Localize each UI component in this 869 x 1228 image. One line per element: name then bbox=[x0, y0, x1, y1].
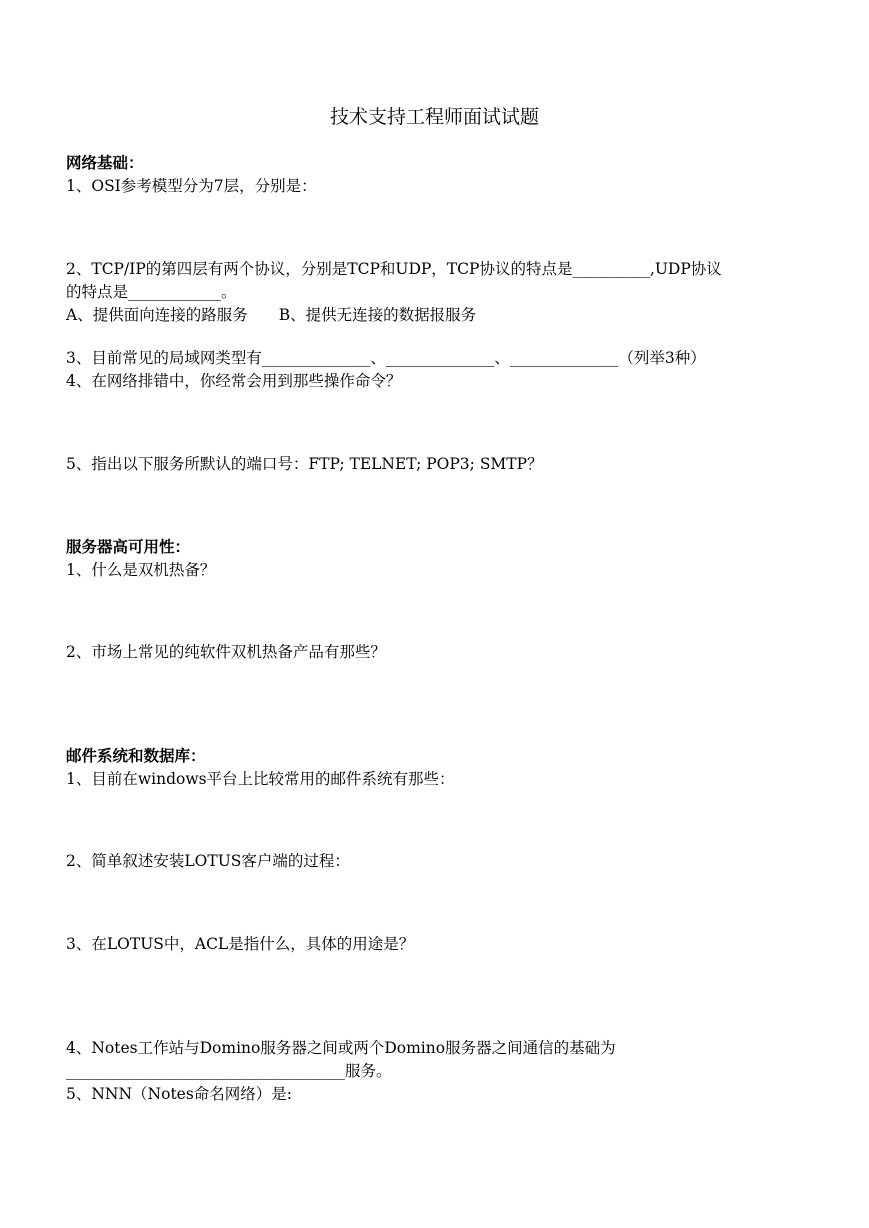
section-heading-mail: 邮件系统和数据库： bbox=[66, 746, 206, 765]
mail-question-3: 3、在LOTUS中，ACL是指什么，具体的用途是？ bbox=[66, 935, 415, 953]
network-question-4: 4、在网络排错中，你经常会用到那些操作命令？ bbox=[66, 372, 402, 390]
mail-question-4-line-2: ____________________________________服务。 bbox=[66, 1062, 392, 1080]
network-question-2-options: A、提供面向连接的路服务 B、提供无连接的数据报服务 bbox=[66, 306, 477, 324]
network-question-2-line-2: 的特点是____________。 bbox=[66, 283, 237, 301]
mail-question-2: 2、简单叙述安装LOTUS客户端的过程： bbox=[66, 852, 350, 870]
network-question-5: 5、指出以下服务所默认的端口号：FTP; TELNET; POP3; SMTP？ bbox=[66, 455, 543, 473]
network-question-3: 3、目前常见的局域网类型有______________、______________、______________（列举3种） bbox=[66, 349, 706, 367]
mail-question-4-line-1: 4、Notes工作站与Domino服务器之间或两个Domino服务器之间通信的基础为 bbox=[66, 1039, 616, 1057]
ha-question-1: 1、什么是双机热备？ bbox=[66, 561, 216, 579]
mail-question-5: 5、NNN（Notes命名网络）是: bbox=[66, 1085, 293, 1103]
section-heading-network: 网络基础： bbox=[66, 153, 144, 172]
section-heading-high-availability: 服务器高可用性： bbox=[66, 537, 191, 556]
mail-question-1: 1、目前在windows平台上比较常用的邮件系统有那些： bbox=[66, 770, 455, 788]
network-question-1: 1、OSI参考模型分为7层，分别是： bbox=[66, 177, 317, 195]
page-title: 技术支持工程师面试试题 bbox=[329, 106, 539, 128]
ha-question-2: 2、市场上常见的纯软件双机热备产品有那些？ bbox=[66, 643, 386, 661]
network-question-2-line-1: 2、TCP/IP的第四层有两个协议，分别是TCP和UDP，TCP协议的特点是__________,UDP协议 bbox=[66, 260, 722, 278]
